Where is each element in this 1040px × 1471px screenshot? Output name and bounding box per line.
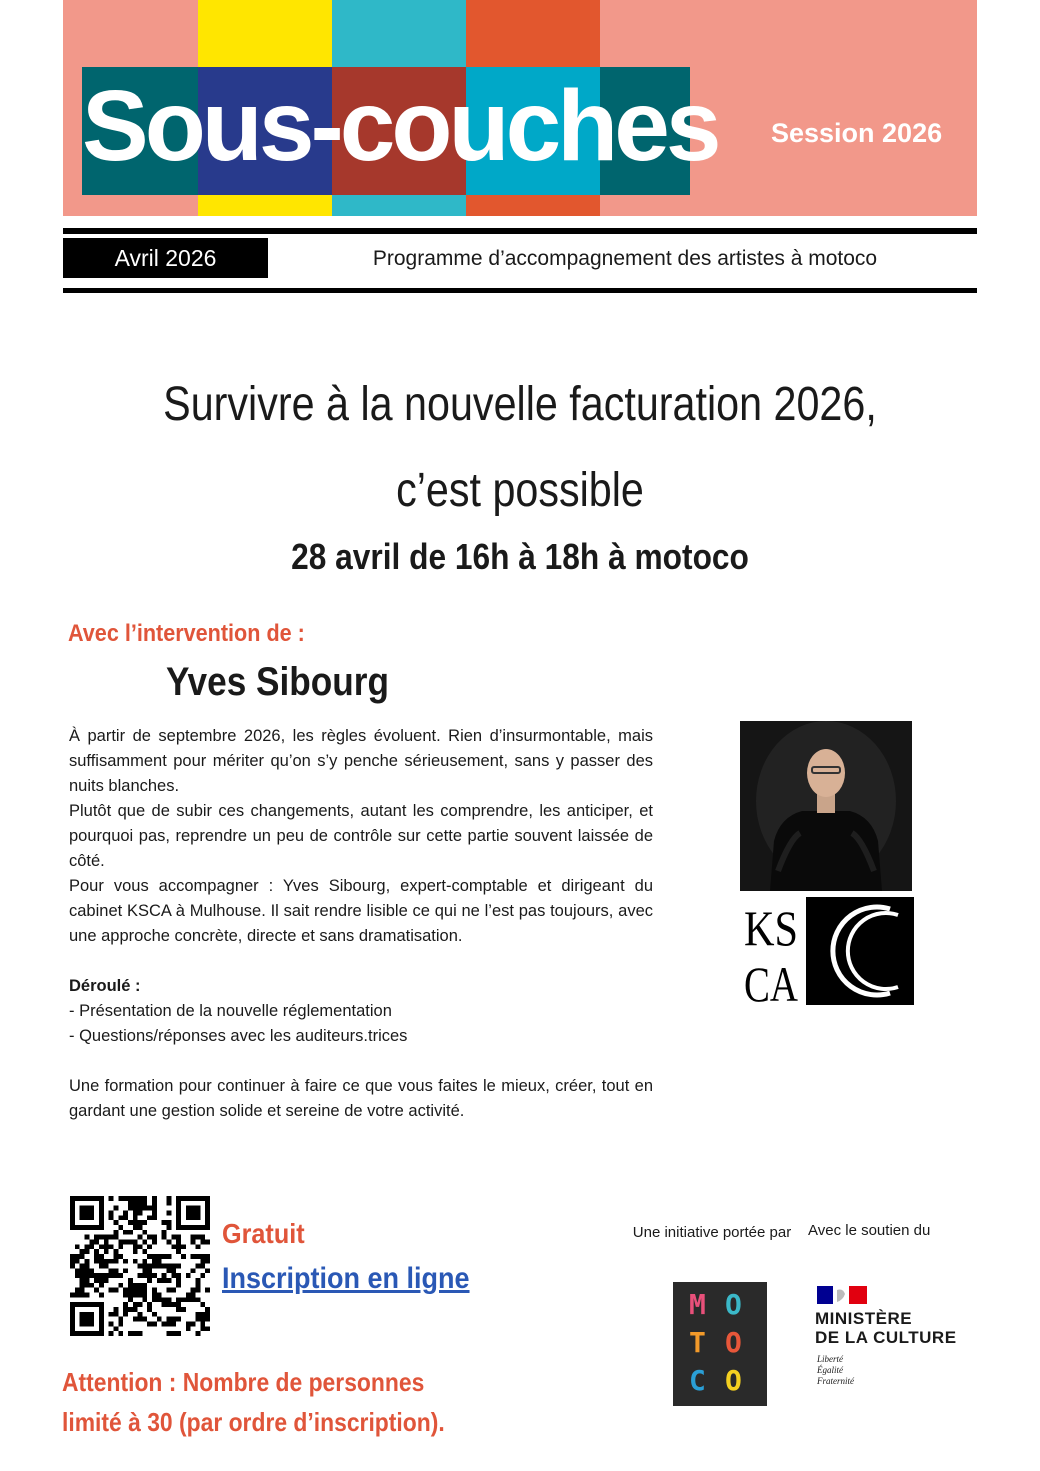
ministry-motto bbox=[817, 1354, 854, 1387]
ministry-line2: DE LA CULTURE bbox=[815, 1328, 957, 1347]
divider-top bbox=[63, 228, 977, 234]
motoco-logo bbox=[673, 1282, 767, 1406]
intervention-label: Avec l’intervention de : bbox=[68, 620, 305, 647]
svg-text:KS: KS bbox=[744, 900, 798, 956]
brand-title: Sous-couches bbox=[82, 70, 718, 182]
capacity-warning-line2: limité à 30 (par ordre d’inscription). bbox=[62, 1407, 445, 1437]
motoco-letter: M bbox=[689, 1288, 706, 1321]
motto-line: Fraternité bbox=[817, 1376, 854, 1386]
deroule-item: - Présentation de la nouvelle réglementation bbox=[69, 1002, 392, 1020]
motoco-letter: O bbox=[725, 1288, 742, 1321]
event-title bbox=[107, 362, 933, 534]
svg-text:CA: CA bbox=[744, 956, 798, 1005]
description-paragraph: Plutôt que de subir ces changements, autant les comprendre, les anticiper, et pourquoi pas, reprendre un peu de contrôle sur cette partie souvent laissée de côté. bbox=[69, 802, 653, 870]
speaker-name: Yves Sibourg bbox=[166, 660, 390, 704]
ministry-line1: MINISTÈRE bbox=[815, 1309, 913, 1328]
month-badge: Avril 2026 bbox=[63, 238, 268, 278]
ksca-logo bbox=[740, 897, 914, 1005]
description-paragraph: Pour vous accompagner : Yves Sibourg, expert-comptable et dirigeant du cabinet KSCA à Mulhouse. Il sait rendre lisible ce qui ne l’est pas toujours, avec une approche concrète, directe et sans dramatisation. bbox=[69, 877, 653, 945]
description-paragraph: À partir de septembre 2026, les règles évoluent. Rien d’insurmontable, mais suffisamment pour mériter qu’on s’y penche sérieusement, sans y passer des nuits blanches. bbox=[69, 727, 653, 795]
qr-code[interactable] bbox=[70, 1196, 210, 1336]
closing-paragraph: Une formation pour continuer à faire ce que vous faites le mieux, créer, tout en gardant une gestion solide et sereine de votre activité. bbox=[69, 1077, 653, 1120]
divider-bottom bbox=[63, 288, 977, 293]
support-label: Avec le soutien du bbox=[808, 1222, 931, 1239]
description bbox=[69, 724, 653, 1124]
motto-line: Liberté bbox=[817, 1354, 843, 1364]
price-label: Gratuit bbox=[222, 1218, 305, 1249]
session-label: Session 2026 bbox=[771, 118, 943, 148]
motoco-letter: C bbox=[689, 1364, 706, 1397]
deroule-item: - Questions/réponses avec les auditeurs.trices bbox=[69, 1027, 408, 1045]
event-title-line2: c’est possible bbox=[396, 464, 644, 517]
ministry-marianne-icon bbox=[817, 1286, 867, 1304]
capacity-warning bbox=[62, 1362, 445, 1442]
deroule-label: Déroulé : bbox=[69, 977, 141, 995]
event-title-line1: Survivre à la nouvelle facturation 2026, bbox=[163, 378, 877, 431]
motoco-letter: T bbox=[689, 1326, 706, 1359]
event-datetime: 28 avril de 16h à 18h à motoco bbox=[291, 536, 749, 577]
registration-link[interactable]: Inscription en ligne bbox=[222, 1262, 470, 1295]
program-tagline: Programme d’accompagnement des artistes à motoco bbox=[372, 247, 878, 270]
speaker-photo bbox=[740, 721, 912, 891]
initiative-label: Une initiative portée par bbox=[632, 1224, 792, 1241]
ministry-name bbox=[815, 1309, 957, 1347]
capacity-warning-line1: Attention : Nombre de personnes bbox=[62, 1367, 425, 1397]
motoco-letter: O bbox=[725, 1326, 742, 1359]
motto-line: Égalité bbox=[817, 1365, 843, 1375]
motoco-letter: O bbox=[725, 1364, 742, 1397]
